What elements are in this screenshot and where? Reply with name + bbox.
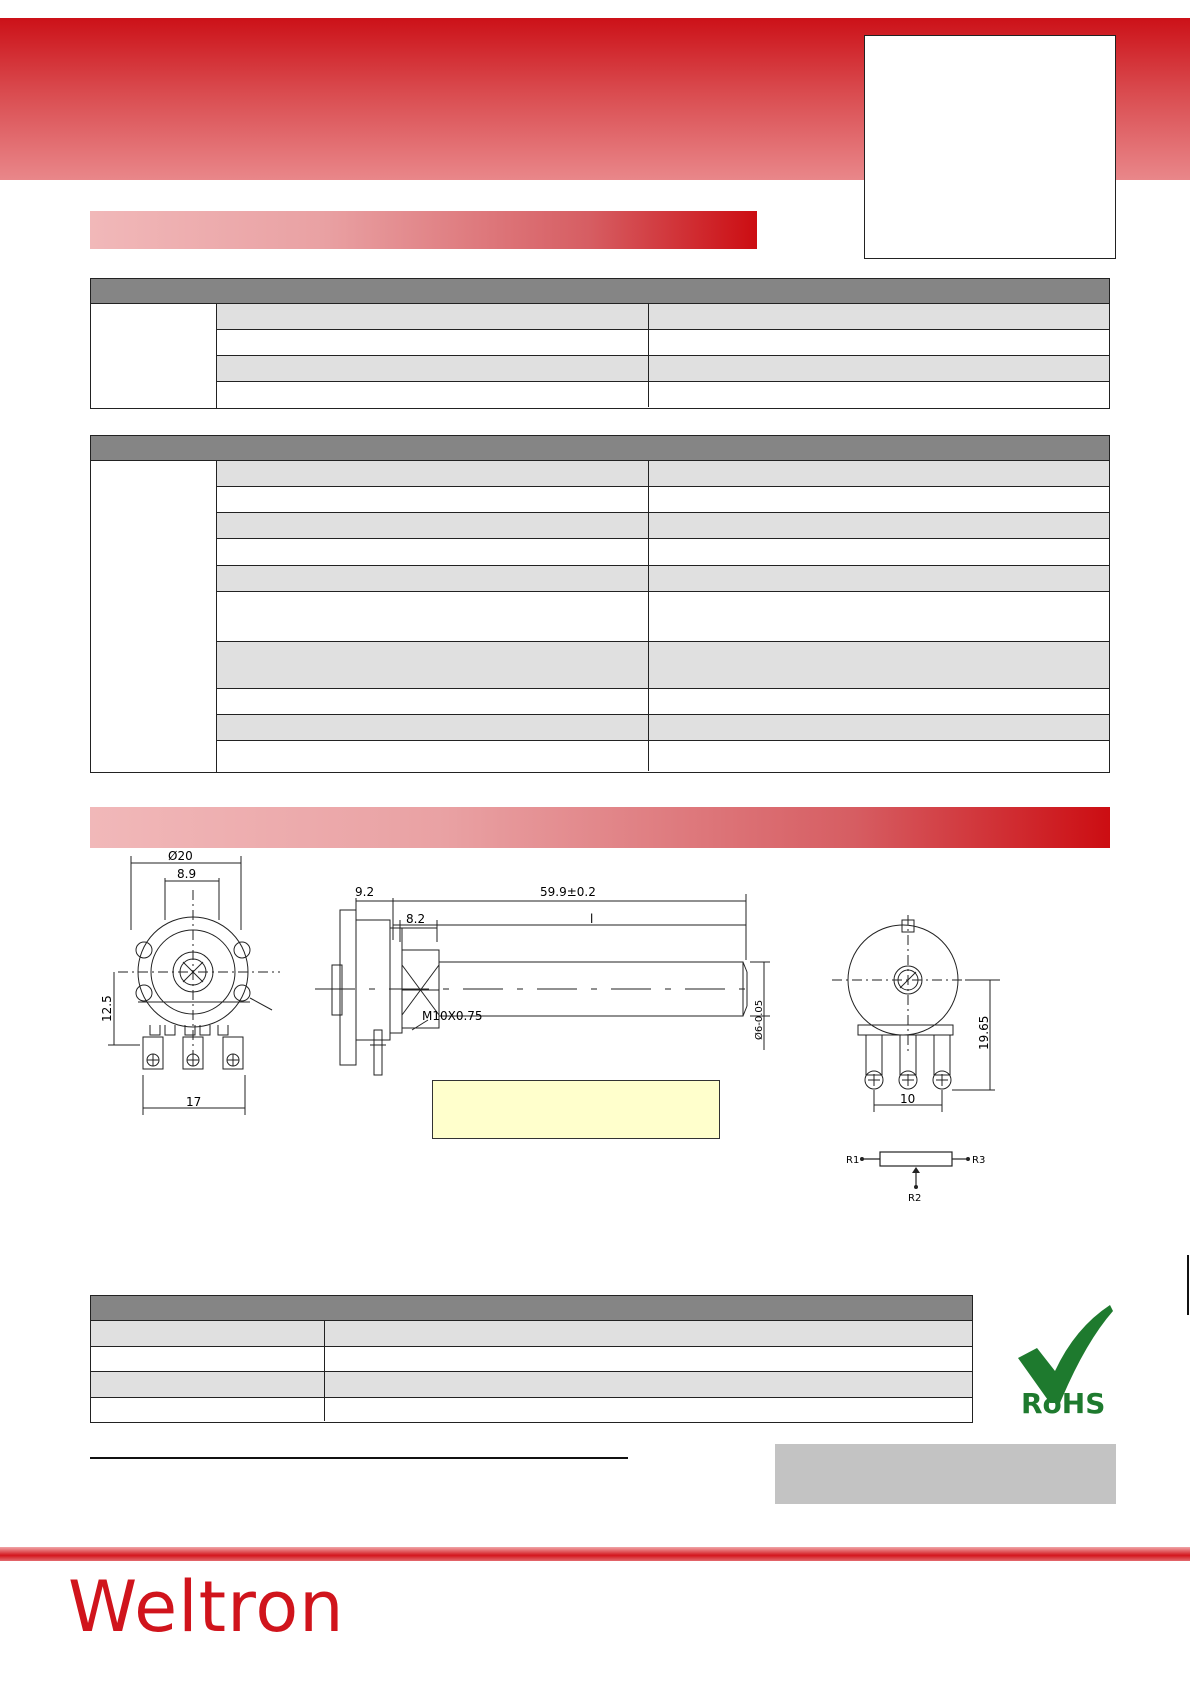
dim-height-label: 12.5 <box>100 995 114 1022</box>
signature-line <box>90 1457 628 1459</box>
table-row <box>217 566 1109 592</box>
rear-view-drawing <box>830 890 1020 1115</box>
table-row <box>217 642 1109 689</box>
table-header <box>91 1296 972 1321</box>
electrical-spec-table <box>90 278 1110 409</box>
note-box <box>432 1080 720 1139</box>
dimensions-title-bar <box>90 807 1110 848</box>
table-row <box>217 715 1109 741</box>
dim-thread-length-label: 8.2 <box>406 912 426 926</box>
table-row <box>91 1372 972 1398</box>
table-row <box>91 1347 972 1372</box>
table-row <box>91 1321 972 1347</box>
side-view-drawing <box>310 880 780 1090</box>
terminal-r2-label: R2 <box>908 1193 922 1204</box>
category-cell <box>91 461 217 772</box>
rohs-text: RoHS <box>1021 1387 1106 1418</box>
table-row <box>217 461 1109 487</box>
rohs-logo <box>1015 1303 1120 1418</box>
dim-width-label: 8.9 <box>177 867 197 881</box>
terminal-r3-label: R3 <box>972 1155 986 1166</box>
product-title-bar <box>90 211 757 249</box>
dim-shaft-total-label: 59.9±0.2 <box>540 885 596 899</box>
product-photo-frame <box>864 35 1116 259</box>
table-row <box>217 487 1109 513</box>
table-row <box>217 689 1109 715</box>
table-row <box>217 356 1109 382</box>
dim-l-label: l <box>590 912 594 926</box>
thread-label: M10X0.75 <box>422 1009 483 1023</box>
table-row <box>91 1398 972 1421</box>
table-header <box>91 436 1109 461</box>
table-row <box>217 382 1109 407</box>
table-row <box>217 592 1109 642</box>
footer-band <box>0 1547 1190 1561</box>
materials-table <box>90 1295 973 1423</box>
brand-logo-text: Weltron <box>68 1566 345 1645</box>
table-row <box>217 330 1109 356</box>
info-box <box>775 1444 1116 1504</box>
table-row <box>217 539 1109 566</box>
weltron-logo <box>66 1565 416 1645</box>
table-row <box>217 513 1109 539</box>
dim-pin-pitch-label: 10 <box>900 1092 916 1106</box>
dim-bushing-label: 9.2 <box>355 885 375 899</box>
mechanical-spec-table <box>90 435 1110 773</box>
dim-shaft-diameter-label: Ø6-0.05 <box>754 999 765 1040</box>
dim-pin-span-label: 17 <box>186 1095 202 1109</box>
table-header <box>91 279 1109 304</box>
front-view-drawing <box>100 850 290 1115</box>
terminal-r1-label: R1 <box>846 1155 860 1166</box>
table-row <box>217 304 1109 330</box>
table-row <box>217 741 1109 771</box>
dim-diameter-label: Ø20 <box>168 850 193 863</box>
category-cell <box>91 304 217 408</box>
circuit-schematic <box>840 1145 1000 1205</box>
dim-rear-height-label: 19.65 <box>977 1015 991 1050</box>
